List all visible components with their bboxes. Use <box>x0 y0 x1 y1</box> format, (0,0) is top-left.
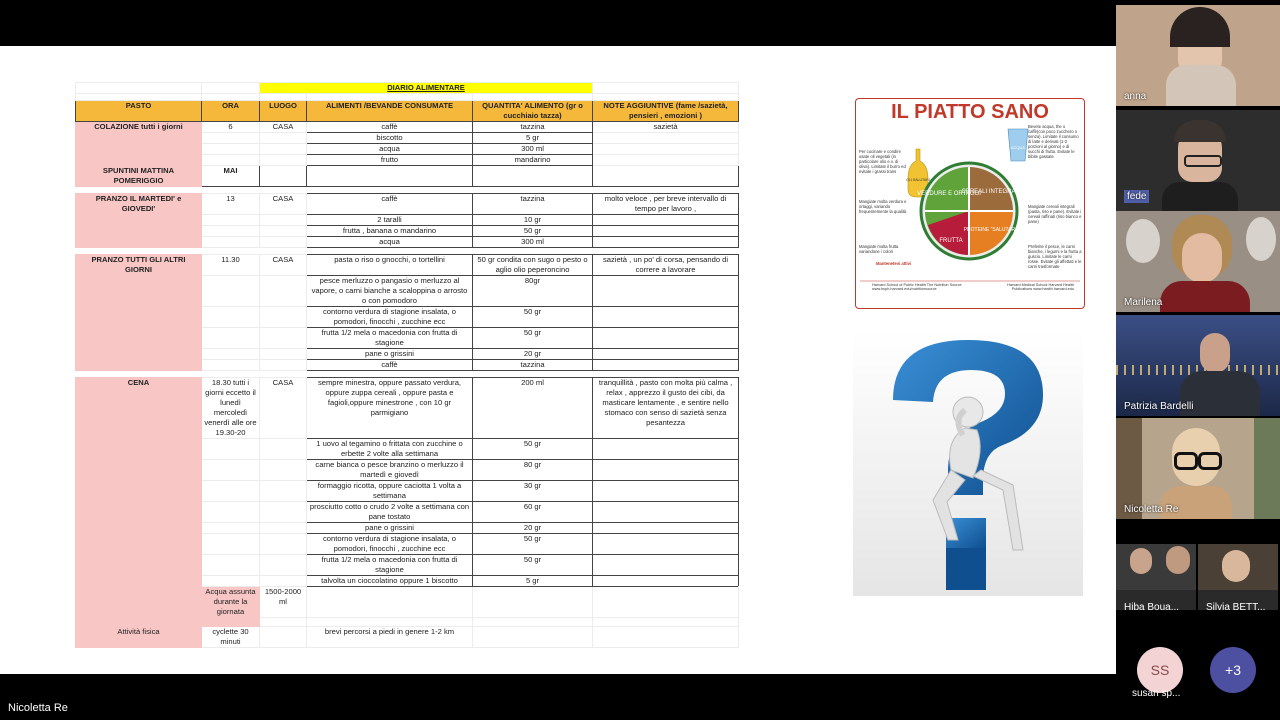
table-row <box>76 627 739 648</box>
participant-name: Patrizia Bardelli <box>1124 401 1194 412</box>
quantita-cell: 50 gr <box>473 439 593 460</box>
alimento-cell: acqua <box>307 144 473 155</box>
col-note: NOTE AGGIUNTIVE (fame /sazietà, pensieri , emozioni ) <box>593 101 739 122</box>
participant-name: fede <box>1124 190 1149 203</box>
ora-cell: 13 <box>202 194 260 215</box>
plate-graphic <box>856 99 1084 308</box>
alimento-cell: pane o grissini <box>307 349 473 360</box>
note-cell: molto veloce , per breve intervallo di tempo per lavoro , <box>593 194 739 215</box>
healthy-plate-image <box>855 98 1085 309</box>
quantita-cell: 50 gr <box>473 555 593 576</box>
pasto-cell: Attività fisica <box>76 627 202 648</box>
plate-label-verdure: VERDURE E ORTAGGI <box>917 191 981 197</box>
plate-note-grains: Mangiate cereali integrali (pasta, riso e pane). Evitate i cereali raffinati (riso bianco e pane) <box>1028 204 1082 224</box>
table-row <box>76 122 739 133</box>
table-row <box>76 378 739 439</box>
quantita-cell: 20 gr <box>473 523 593 534</box>
quantita-cell: tazzina <box>473 360 593 371</box>
quantita-cell: 80 gr <box>473 460 593 481</box>
title-row <box>76 83 739 94</box>
participant-tile[interactable] <box>1116 418 1280 519</box>
alimento-cell: pane o grissini <box>307 523 473 534</box>
spacer-row <box>76 94 739 101</box>
ora-cell: MAI <box>202 166 260 187</box>
participant-name: Hiba Boua... <box>1124 602 1180 610</box>
alimento-cell: 2 taralli <box>307 215 473 226</box>
quantita-cell: 300 ml <box>473 144 593 155</box>
note-cell: sazietà <box>593 122 739 133</box>
plate-footer-right: Harvard Medical School Harvard Health Publications www.health.harvard.edu <box>1007 283 1074 291</box>
plate-label-cereali: CEREALI INTEGRALI <box>961 189 1021 195</box>
note-cell: sazietà , un po' di corsa, pensando di correre a lavorare <box>593 255 739 276</box>
participant-name: susan sp... <box>1132 688 1181 699</box>
quantita-cell: 5 gr <box>473 133 593 144</box>
quantita-cell: 20 gr <box>473 349 593 360</box>
participant-tile[interactable] <box>1198 544 1278 610</box>
participant-tile[interactable] <box>1116 110 1280 211</box>
participant-tile[interactable] <box>1116 544 1196 610</box>
alimento-cell: formaggio ricotta, oppure caciotta 1 volta a settimana <box>307 481 473 502</box>
plate-note-veg: Mangiate molta verdura e ortaggi, variando frequentemente la qualità <box>859 199 907 214</box>
alimento-cell: talvolta un cioccolatino oppure 1 biscotto <box>307 576 473 587</box>
col-ora: ORA <box>202 101 260 122</box>
alimento-cell: biscotto <box>307 133 473 144</box>
participant-avatar[interactable]: SS <box>1137 647 1183 693</box>
quantita-cell: tazzina <box>473 122 593 133</box>
quantita-cell: tazzina <box>473 194 593 215</box>
quantita-cell: 50 gr <box>473 328 593 349</box>
plate-label-proteine: PROTEINE "SALUTARI" <box>963 227 1019 233</box>
alimento-cell: pesce merluzzo o pangasio o merluzzo al vapore, o carni bianche a scaloppina o arrosto o con pomodoro <box>307 276 473 307</box>
alimento-cell: prosciutto cotto o crudo 2 volte a settimana con pane tostato <box>307 502 473 523</box>
quantita-cell: 50 gr <box>473 226 593 237</box>
plate-note-fruit: Mangiate molta frutta variandone i colori <box>859 244 899 254</box>
alimento-cell: caffè <box>307 122 473 133</box>
plate-title: IL PIATTO SANO <box>891 101 1049 123</box>
quantita-cell: 50 gr <box>473 534 593 555</box>
pasto-cell: PRANZO TUTTI GLI ALTRI GIORNI <box>76 255 202 371</box>
question-mark-figure-image <box>853 330 1083 596</box>
plate-note-protein: Preferite il pesce, le carni bianche, i legumi e la frutta a guscio. Limitate le carni rosse. Evitate gli affettati e le carni trasformate <box>1028 244 1082 269</box>
ora-cell: 6 <box>202 122 260 133</box>
quantita-cell: 50 gr <box>473 307 593 328</box>
alimento-cell: frutta 1/2 mela o macedonia con frutta di stagione <box>307 555 473 576</box>
participant-name: anna <box>1124 91 1147 102</box>
quantita-cell: mandarino <box>473 155 593 166</box>
alimento-cell: sempre minestra, oppure passato verdura, oppure zuppa cereali , oppure pasta e fagioli,oppure minestrone , con 10 gr parmigiano <box>307 378 473 439</box>
luogo-cell: CASA <box>260 378 307 439</box>
alimento-cell: contorno verdura di stagione insalata, o pomodori, finocchi , zucchine ecc <box>307 534 473 555</box>
plate-active-label: Mantenetevi attivi <box>876 261 912 266</box>
table-row <box>76 255 739 276</box>
quantita-cell: 200 ml <box>473 378 593 439</box>
alimento-cell: frutto <box>307 155 473 166</box>
alimento-cell: caffè <box>307 194 473 215</box>
ora-cell: 11.30 <box>202 255 260 276</box>
quantita-cell: 10 gr <box>473 215 593 226</box>
alimento-cell: caffè <box>307 360 473 371</box>
quantita-cell: 300 ml <box>473 237 593 248</box>
quantita-cell: 30 gr <box>473 481 593 502</box>
alimento-cell: acqua <box>307 237 473 248</box>
plate-label-frutta: FRUTTA <box>939 238 963 244</box>
quantita-cell: 50 gr condita con sugo o pesto o aglio olio peperoncino <box>473 255 593 276</box>
col-quantita: QUANTITA' ALIMENTO (gr o cucchiaio tazza) <box>473 101 593 122</box>
alimento-cell: carne bianca o pesce branzino o merluzzo il martedì e giovedì <box>307 460 473 481</box>
table-row <box>76 194 739 215</box>
col-luogo: LUOGO <box>260 101 307 122</box>
header-row <box>76 101 739 122</box>
pasto-cell: PRANZO IL MARTEDI' e GIOVEDI' <box>76 194 202 248</box>
participant-name: Nicoletta Re <box>1124 504 1179 515</box>
col-pasto: PASTO <box>76 101 202 122</box>
alimento-cell: brevi percorsi a piedi in genere 1-2 km <box>307 627 473 648</box>
participant-name: Silvia BETT... <box>1206 602 1266 610</box>
plate-note-oil: Per cucinare e condire usate oli vegetali (in particolare olio e.v. di oliva). Limitate il burro ed evitate i grassi trans <box>859 149 906 174</box>
plate-label-olio: OLI SALUTARI <box>906 178 930 182</box>
luogo-cell: CASA <box>260 122 307 133</box>
ora-cell: 1500-2000 ml <box>260 587 307 618</box>
note-cell: tranquillità , pasto con molta più calma , relax , apprezzo il gusto dei cibi, da masticare lentamente , e sentire nello stomaco con senso di sazietà senza pesantezza <box>593 378 739 439</box>
alimento-cell: frutta 1/2 mela o macedonia con frutta di stagione <box>307 328 473 349</box>
more-participants-button[interactable]: +3 <box>1210 647 1256 693</box>
pasto-cell: Acqua assunta durante la giornata <box>202 587 260 618</box>
alimento-cell: 1 uovo al tegamino o frittata con zucchine o erbette 2 volte alla settimana <box>307 439 473 460</box>
active-speaker-name: Nicoletta Re <box>8 702 68 714</box>
participant-tile[interactable] <box>1116 315 1280 416</box>
alimento-cell: pasta o riso o gnocchi, o tortellini <box>307 255 473 276</box>
quantita-cell: 5 gr <box>473 576 593 587</box>
ora-cell: cyclette 30 minuti <box>202 627 260 648</box>
luogo-cell: CASA <box>260 194 307 215</box>
col-alimenti: ALIMENTI /BEVANDE CONSUMATE <box>307 101 473 122</box>
pasto-cell: CENA <box>76 378 202 627</box>
participant-name: Marilena <box>1124 297 1163 308</box>
plate-footer-left: Harvard School of Public Health The Nutrition Source www.hsph.harvard.edu/nutritionsource <box>872 283 962 291</box>
plate-label-acqua: ACQUA <box>1010 145 1026 150</box>
pasto-cell: SPUNTINI MATTINA POMERIGGIO <box>76 166 202 187</box>
diary-title: DIARIO ALIMENTARE <box>260 83 593 94</box>
plate-note-water: Bevete acqua, the o caffè(con poco zucchero o senza). Limitate il consumo di latte e derivati (1-2 porzioni al giorno) e di succhi di frutta. Evitate le bibite gassate <box>1028 124 1079 159</box>
table-row <box>76 166 739 187</box>
ora-cell: 18.30 tutti i giorni eccetto il lunedì mercoledì venerdì alle ore 19.30-20 <box>202 378 260 439</box>
alimento-cell: frutta , banana o mandarino <box>307 226 473 237</box>
luogo-cell: CASA <box>260 255 307 276</box>
alimento-cell: contorno verdura di stagione insalata, o pomodori, finocchi , zucchine ecc <box>307 307 473 328</box>
participant-tile[interactable] <box>1116 5 1280 106</box>
quantita-cell: 60 gr <box>473 502 593 523</box>
pasto-cell: COLAZIONE tutti i giorni <box>76 122 202 166</box>
participant-tile[interactable] <box>1116 211 1280 312</box>
food-diary-table <box>75 82 738 648</box>
quantita-cell: 80gr <box>473 276 593 307</box>
